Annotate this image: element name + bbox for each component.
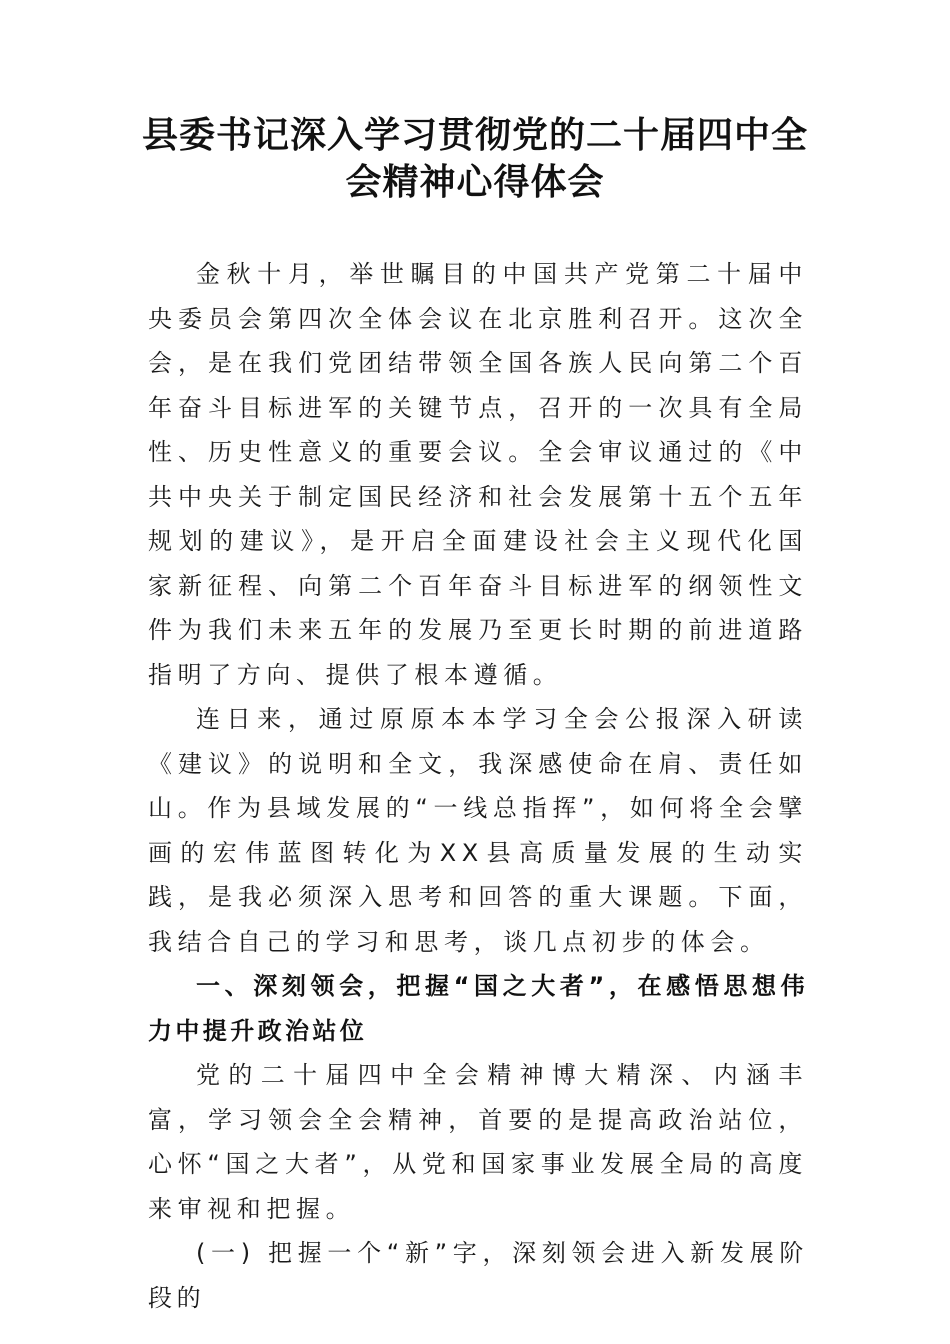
section-1-paragraph: 党的二十届四中全会精神博大精深、内涵丰富，学习领会全会精神，首要的是提高政治站位，心怀“国之大者”，从党和国家事业发展全局的高度来审视和把握。 — [148, 1061, 808, 1223]
title-line-2: 会精神心得体会 — [345, 161, 605, 203]
document-body — [148, 252, 808, 1320]
document-title — [100, 112, 850, 206]
section-heading-1: 一、深刻领会，把握“国之大者”，在感悟思想伟力中提升政治站位 — [148, 972, 808, 1045]
intro-paragraph: 金秋十月，举世瞩目的中国共产党第二十届中央委员会第四次全体会议在北京胜利召开。这次全会，是在我们党团结带领全国各族人民向第二个百年奋斗目标进军的关键节点，召开的一次具有全局性、历史性意义的重要会议。全会审议通过的《中共中央关于制定国民经济和社会发展第十五个五年规划的建议》，是开启全面建设社会主义现代化国家新征程、向第二个百年奋斗目标进军的纲领性文件为我们未来五年的发展乃至更长时期的前进道路指明了方向、提供了根本遵循。 — [148, 260, 808, 689]
title-line-1: 县委书记深入学习贯彻党的二十届四中全 — [141, 114, 808, 156]
subsection-heading-1: (一) 把握一个“新”字，深刻领会进入新发展阶段的 — [148, 1239, 808, 1312]
study-paragraph: 连日来，通过原原本本学习全会公报深入研读《建议》的说明和全文，我深感使命在肩、责任如山。作为县域发展的“一线总指挥”，如何将全会擘画的宏伟蓝图转化为XX县高质量发展的生动实践，是我必须深入思考和回答的重大课题。下面，我结合自己的学习和思考，谈几点初步的体会。 — [148, 705, 808, 956]
